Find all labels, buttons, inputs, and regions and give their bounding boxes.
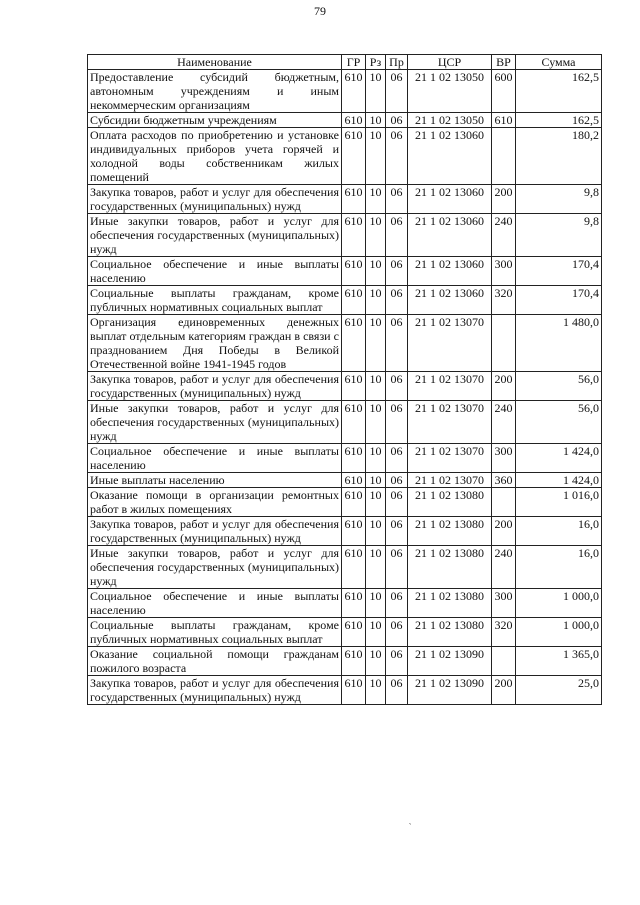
row-vr: 240 xyxy=(492,214,516,257)
row-gr: 610 xyxy=(342,473,366,488)
row-gr: 610 xyxy=(342,185,366,214)
row-pr: 06 xyxy=(386,372,408,401)
budget-table xyxy=(87,54,602,705)
row-gr: 610 xyxy=(342,589,366,618)
row-name: Социальные выплаты гражданам, кроме публичных нормативных социальных выплат xyxy=(88,618,342,647)
row-csr: 21 1 02 13050 xyxy=(408,70,492,113)
row-name: Социальное обеспечение и иные выплаты населению xyxy=(88,444,342,473)
row-pr: 06 xyxy=(386,257,408,286)
row-name: Социальные выплаты гражданам, кроме публичных нормативных социальных выплат xyxy=(88,286,342,315)
row-pr: 06 xyxy=(386,589,408,618)
row-rz: 10 xyxy=(366,315,386,372)
row-rz: 10 xyxy=(366,214,386,257)
row-name: Оказание помощи в организации ремонтных работ в жилых помещениях xyxy=(88,488,342,517)
header-pr: Пр xyxy=(386,55,408,70)
row-sum: 1 016,0 xyxy=(516,488,602,517)
table-row xyxy=(88,401,602,444)
row-sum: 25,0 xyxy=(516,676,602,705)
table-row xyxy=(88,488,602,517)
scan-speck: ‵ xyxy=(409,822,412,832)
row-gr: 610 xyxy=(342,257,366,286)
table-row xyxy=(88,70,602,113)
row-vr: 320 xyxy=(492,286,516,315)
row-vr: 200 xyxy=(492,372,516,401)
row-rz: 10 xyxy=(366,128,386,185)
row-sum: 180,2 xyxy=(516,128,602,185)
row-pr: 06 xyxy=(386,315,408,372)
row-gr: 610 xyxy=(342,647,366,676)
table-row xyxy=(88,473,602,488)
row-rz: 10 xyxy=(366,286,386,315)
row-pr: 06 xyxy=(386,488,408,517)
row-name: Социальное обеспечение и иные выплаты населению xyxy=(88,589,342,618)
row-vr xyxy=(492,315,516,372)
row-csr: 21 1 02 13080 xyxy=(408,546,492,589)
row-gr: 610 xyxy=(342,372,366,401)
row-rz: 10 xyxy=(366,113,386,128)
row-sum: 1 000,0 xyxy=(516,618,602,647)
table-row xyxy=(88,647,602,676)
table-row xyxy=(88,214,602,257)
row-pr: 06 xyxy=(386,647,408,676)
row-gr: 610 xyxy=(342,488,366,517)
header-csr: ЦСР xyxy=(408,55,492,70)
row-rz: 10 xyxy=(366,546,386,589)
row-sum: 1 424,0 xyxy=(516,444,602,473)
row-name: Закупка товаров, работ и услуг для обеспечения государственных (муниципальных) нужд xyxy=(88,185,342,214)
row-vr: 320 xyxy=(492,618,516,647)
header-gr: ГР xyxy=(342,55,366,70)
row-gr: 610 xyxy=(342,113,366,128)
row-vr: 300 xyxy=(492,444,516,473)
row-sum: 1 480,0 xyxy=(516,315,602,372)
row-sum: 56,0 xyxy=(516,401,602,444)
row-gr: 610 xyxy=(342,70,366,113)
row-pr: 06 xyxy=(386,70,408,113)
row-sum: 162,5 xyxy=(516,70,602,113)
row-pr: 06 xyxy=(386,517,408,546)
row-csr: 21 1 02 13070 xyxy=(408,315,492,372)
row-vr xyxy=(492,488,516,517)
row-pr: 06 xyxy=(386,286,408,315)
row-sum: 1 365,0 xyxy=(516,647,602,676)
header-name: Наименование xyxy=(88,55,342,70)
table-row xyxy=(88,315,602,372)
row-csr: 21 1 02 13080 xyxy=(408,589,492,618)
row-vr: 300 xyxy=(492,257,516,286)
header-vr: ВР xyxy=(492,55,516,70)
row-pr: 06 xyxy=(386,546,408,589)
row-vr: 300 xyxy=(492,589,516,618)
row-sum: 1 424,0 xyxy=(516,473,602,488)
row-csr: 21 1 02 13060 xyxy=(408,185,492,214)
row-gr: 610 xyxy=(342,517,366,546)
row-gr: 610 xyxy=(342,128,366,185)
table-row xyxy=(88,185,602,214)
row-rz: 10 xyxy=(366,185,386,214)
row-vr xyxy=(492,128,516,185)
row-gr: 610 xyxy=(342,214,366,257)
row-pr: 06 xyxy=(386,618,408,647)
row-sum: 1 000,0 xyxy=(516,589,602,618)
row-pr: 06 xyxy=(386,676,408,705)
row-csr: 21 1 02 13060 xyxy=(408,286,492,315)
row-name: Иные выплаты населению xyxy=(88,473,342,488)
row-gr: 610 xyxy=(342,676,366,705)
row-csr: 21 1 02 13070 xyxy=(408,372,492,401)
row-gr: 610 xyxy=(342,315,366,372)
row-rz: 10 xyxy=(366,589,386,618)
table-row xyxy=(88,286,602,315)
row-vr: 200 xyxy=(492,676,516,705)
row-rz: 10 xyxy=(366,647,386,676)
table-row xyxy=(88,676,602,705)
row-name: Закупка товаров, работ и услуг для обеспечения государственных (муниципальных) нужд xyxy=(88,372,342,401)
row-rz: 10 xyxy=(366,444,386,473)
row-vr: 200 xyxy=(492,517,516,546)
table-body xyxy=(88,70,602,705)
row-vr: 600 xyxy=(492,70,516,113)
row-name: Иные закупки товаров, работ и услуг для обеспечения государственных (муниципальных) нужд xyxy=(88,401,342,444)
row-rz: 10 xyxy=(366,257,386,286)
row-gr: 610 xyxy=(342,401,366,444)
row-name: Организация единовременных денежных выплат отдельным категориям граждан в связи с празднованием Дня Победы в Великой Отечественной войне 1941-1945 годов xyxy=(88,315,342,372)
header-rz: Рз xyxy=(366,55,386,70)
row-sum: 16,0 xyxy=(516,517,602,546)
row-csr: 21 1 02 13070 xyxy=(408,444,492,473)
row-vr xyxy=(492,647,516,676)
row-rz: 10 xyxy=(366,473,386,488)
page-number: 79 xyxy=(314,4,326,18)
row-vr: 240 xyxy=(492,546,516,589)
table-row xyxy=(88,589,602,618)
row-rz: 10 xyxy=(366,676,386,705)
header-sum: Сумма xyxy=(516,55,602,70)
row-rz: 10 xyxy=(366,401,386,444)
row-name: Оплата расходов по приобретению и установке индивидуальных приборов учета горячей и холодной воды собственникам жилых помещений xyxy=(88,128,342,185)
row-pr: 06 xyxy=(386,214,408,257)
row-pr: 06 xyxy=(386,113,408,128)
row-sum: 16,0 xyxy=(516,546,602,589)
row-csr: 21 1 02 13070 xyxy=(408,473,492,488)
row-vr: 360 xyxy=(492,473,516,488)
row-name: Субсидии бюджетным учреждениям xyxy=(88,113,342,128)
row-rz: 10 xyxy=(366,488,386,517)
row-vr: 240 xyxy=(492,401,516,444)
row-gr: 610 xyxy=(342,618,366,647)
table-row xyxy=(88,257,602,286)
row-csr: 21 1 02 13080 xyxy=(408,488,492,517)
table-row xyxy=(88,618,602,647)
table-row xyxy=(88,546,602,589)
row-sum: 56,0 xyxy=(516,372,602,401)
row-csr: 21 1 02 13080 xyxy=(408,517,492,546)
row-rz: 10 xyxy=(366,372,386,401)
row-pr: 06 xyxy=(386,473,408,488)
row-pr: 06 xyxy=(386,401,408,444)
row-csr: 21 1 02 13080 xyxy=(408,618,492,647)
row-name: Закупка товаров, работ и услуг для обеспечения государственных (муниципальных) нужд xyxy=(88,517,342,546)
row-sum: 9,8 xyxy=(516,185,602,214)
row-pr: 06 xyxy=(386,128,408,185)
table-row xyxy=(88,113,602,128)
row-name: Оказание социальной помощи гражданам пожилого возраста xyxy=(88,647,342,676)
row-sum: 170,4 xyxy=(516,257,602,286)
row-name: Предоставление субсидий бюджетным, автономным учреждениям и иным некоммерческим организациям xyxy=(88,70,342,113)
row-name: Иные закупки товаров, работ и услуг для обеспечения государственных (муниципальных) нужд xyxy=(88,546,342,589)
table-row xyxy=(88,372,602,401)
row-name: Социальное обеспечение и иные выплаты населению xyxy=(88,257,342,286)
row-csr: 21 1 02 13060 xyxy=(408,214,492,257)
row-csr: 21 1 02 13060 xyxy=(408,128,492,185)
row-csr: 21 1 02 13050 xyxy=(408,113,492,128)
table-row xyxy=(88,128,602,185)
row-sum: 162,5 xyxy=(516,113,602,128)
row-csr: 21 1 02 13090 xyxy=(408,647,492,676)
table-row xyxy=(88,517,602,546)
row-rz: 10 xyxy=(366,618,386,647)
table-row xyxy=(88,444,602,473)
table-header-row xyxy=(88,55,602,70)
row-pr: 06 xyxy=(386,444,408,473)
row-sum: 170,4 xyxy=(516,286,602,315)
row-vr: 200 xyxy=(492,185,516,214)
row-rz: 10 xyxy=(366,70,386,113)
row-name: Иные закупки товаров, работ и услуг для обеспечения государственных (муниципальных) нужд xyxy=(88,214,342,257)
row-rz: 10 xyxy=(366,517,386,546)
row-vr: 610 xyxy=(492,113,516,128)
row-csr: 21 1 02 13070 xyxy=(408,401,492,444)
row-gr: 610 xyxy=(342,444,366,473)
row-gr: 610 xyxy=(342,286,366,315)
row-name: Закупка товаров, работ и услуг для обеспечения государственных (муниципальных) нужд xyxy=(88,676,342,705)
row-csr: 21 1 02 13090 xyxy=(408,676,492,705)
row-gr: 610 xyxy=(342,546,366,589)
row-csr: 21 1 02 13060 xyxy=(408,257,492,286)
row-sum: 9,8 xyxy=(516,214,602,257)
row-pr: 06 xyxy=(386,185,408,214)
